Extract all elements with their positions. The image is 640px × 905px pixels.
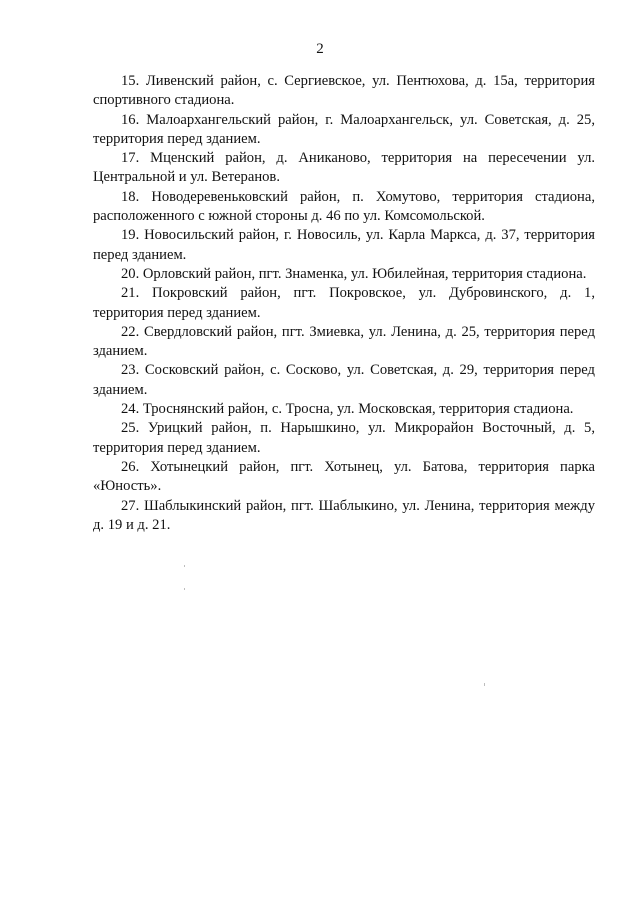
page-number: 2 (316, 41, 324, 57)
scan-speck (484, 683, 485, 686)
list-item: 18. Новодеревеньковский район, п. Хомутово, территория стадиона, расположенного с южной стороны д. 46 по ул. Комсомольской. (93, 188, 595, 225)
address-list (93, 72, 595, 535)
list-item: 22. Свердловский район, пгт. Змиевка, ул. Ленина, д. 25, территория перед зданием. (93, 323, 595, 360)
list-item: 24. Троснянский район, с. Тросна, ул. Московская, территория стадиона. (121, 401, 574, 418)
list-item: 16. Малоархангельский район, г. Малоархангельск, ул. Советская, д. 25, территория перед зданием. (93, 111, 595, 147)
list-item: 19. Новосильский район, г. Новосиль, ул. Карла Маркса, д. 37, территория перед зданием. (93, 227, 595, 263)
list-item: 25. Урицкий район, п. Нарышкино, ул. Микрорайон Восточный, д. 5, территория перед зданием. (93, 420, 595, 456)
list-item: 27. Шаблыкинский район, пгт. Шаблыкино, ул. Ленина, территория между д. 19 и д. 21. (93, 497, 595, 533)
list-item: 20. Орловский район, пгт. Знаменка, ул. Юбилейная, территория стадиона. (121, 265, 587, 282)
scan-speck (184, 588, 185, 590)
list-item: 26. Хотынецкий район, пгт. Хотынец, ул. Батова, территория парка «Юность». (93, 458, 595, 495)
list-item: 21. Покровский район, пгт. Покровское, ул. Дубровинского, д. 1, территория перед зданием. (93, 285, 595, 321)
scan-speck (184, 565, 185, 567)
list-item: 17. Мценский район, д. Аниканово, территория на пересечении ул. Центральной и ул. Ветеранов. (93, 150, 595, 186)
list-item: 23. Сосковский район, с. Сосково, ул. Советская, д. 29, территория перед зданием. (93, 362, 595, 398)
list-item: 15. Ливенский район, с. Сергиевское, ул. Пентюхова, д. 15а, территория спортивного стадиона. (93, 73, 595, 109)
